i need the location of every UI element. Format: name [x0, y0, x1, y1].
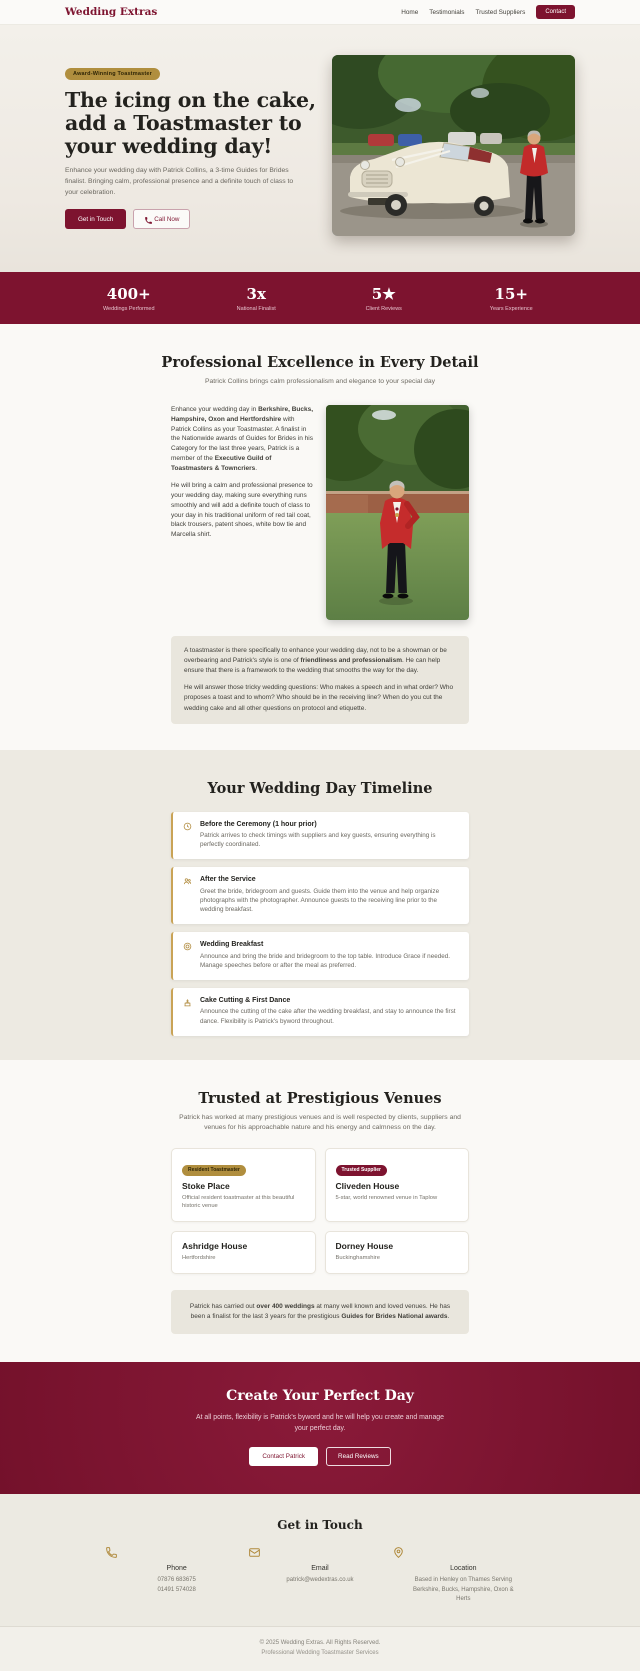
site-header [0, 0, 640, 25]
phone-number-2[interactable]: 01491 574028 [157, 1586, 196, 1593]
stat-reviews: 5★ Client Reviews [365, 285, 402, 312]
read-reviews-button[interactable]: Read Reviews [326, 1447, 391, 1466]
excellence-section [0, 324, 640, 750]
cta-section [0, 1362, 640, 1494]
hero-photo-toastmaster-with-classic-car [332, 55, 575, 236]
stats-bar [0, 272, 640, 324]
stat-experience: 15+ Years Experience [489, 285, 533, 312]
phone-icon [144, 216, 151, 223]
footer-tagline: Professional Wedding Toastmaster Services [261, 1650, 379, 1657]
contact-phone-block: Phone 07876 683675 01491 574028 [105, 1546, 248, 1604]
stat-finalist: 3x National Finalist [236, 285, 276, 312]
venues-title: Trusted at Prestigious Venues [198, 1089, 442, 1107]
about-paragraph-1: Enhance your wedding day in Berkshire, Bucks, Hampshire, Oxon and Hertfordshire with Patrick Collins as your Toastmaster. A finalist in the Nationwide awards of Guides for Brides in his Category for the last three years, Patrick is a member of the Executive Guild of Toastmasters & Towncriers. [171, 406, 314, 472]
get-in-touch-button[interactable]: Get in Touch [65, 209, 126, 229]
cake-icon [183, 998, 192, 1007]
contact-section [0, 1494, 640, 1626]
resident-toastmaster-badge: Resident Toastmaster [182, 1165, 246, 1176]
contact-patrick-button[interactable]: Contact Patrick [249, 1447, 318, 1466]
about-paragraph-2: He will bring a calm and professional presence to your wedding day, making sure everything runs smoothly and will add a definite touch of class to your day in his traditional uniform of red tail coat, black trousers, patent shoes, white bow tie and Marcella shirt. [171, 482, 313, 539]
clock-icon [183, 822, 192, 831]
envelope-icon [248, 1546, 391, 1559]
trusted-supplier-badge: Trusted Supplier [336, 1165, 387, 1176]
email-link[interactable]: patrick@wedextras.co.uk [286, 1577, 354, 1584]
cta-title: Create Your Perfect Day [226, 1387, 414, 1404]
portrait-photo-toastmaster [326, 405, 469, 620]
timeline-card-before-ceremony: Before the Ceremony (1 hour prior) Patrick arrives to check timings with suppliers and key guests, ensuring everything is perfectly coordinated. [171, 812, 469, 860]
venues-section [0, 1060, 640, 1362]
venue-card-ashridge-house: Ashridge House Hertfordshire [171, 1231, 316, 1274]
plate-icon [183, 942, 192, 951]
venue-card-cliveden-house: Trusted Supplier Cliveden House 5-star, world renowned venue in Taplow [325, 1148, 470, 1222]
timeline-section [0, 750, 640, 1060]
timeline-title: Your Wedding Day Timeline [207, 779, 433, 797]
venues-note: Patrick has carried out over 400 weddings at many well known and loved venues. He has been a finalist for the last 3 years for the prestigious Guides for Brides National awards. [171, 1290, 469, 1334]
phone-number-1[interactable]: 07876 683675 [157, 1577, 196, 1584]
about-text [171, 405, 315, 620]
main-nav [401, 5, 575, 19]
timeline-card-wedding-breakfast: Wedding Breakfast Announce and bring the bride and bridegroom to the top table. Introduce Grace if needed. Manage speeches before or after the meal as preferred. [171, 932, 469, 980]
venue-card-dorney-house: Dorney House Buckinghamshire [325, 1231, 470, 1274]
venue-card-stoke-place: Resident Toastmaster Stoke Place Official resident toastmaster at this beautiful historic venue [171, 1148, 316, 1222]
toastmaster-style-note: A toastmaster is there specifically to enhance your wedding day, not to be a showman or be overbearing and Patrick's style is one of friendliness and professionalism. He can help ensure that there is a framework to the wedding that smooths the way for the day. He will answer those tricky wedding questions: Who makes a speech and in what order? Who proposes a toast and to whom? Who should be in the receiving line? When do you cut the wedding cake and all other questions on protocol and etiquette. [171, 636, 469, 723]
hero-description: Enhance your wedding day with Patrick Collins, a 3-time Guides for Brides finalist. Bringing calm, professional presence and a definite touch of class to your celebration. [65, 167, 294, 196]
timeline-card-cake-first-dance: Cake Cutting & First Dance Announce the cutting of the cake after the wedding breakfast, and stay to announce the first dance. Flexibility is Patrick's byword throughout. [171, 988, 469, 1036]
contact-location-block: Location Based in Henley on Thames Serving Berkshire, Bucks, Hampshire, Oxon & Herts [392, 1546, 535, 1604]
call-now-button[interactable]: Call Now [133, 209, 190, 229]
site-logo[interactable]: Wedding Extras [65, 6, 158, 18]
excellence-subtitle: Patrick Collins brings calm professionalism and elegance to your special day [204, 378, 436, 385]
phone-icon [105, 1546, 248, 1559]
nav-trusted-suppliers[interactable]: Trusted Suppliers [475, 8, 526, 16]
site-footer [0, 1626, 640, 1671]
cta-text: At all points, flexibility is Patrick's byword and he will help you create and manage your perfect day. [196, 1413, 444, 1432]
contact-email-block: Email patrick@wedextras.co.uk [248, 1546, 391, 1604]
hero-title: The icing on the cake, add a Toastmaster to your wedding day! [65, 87, 316, 159]
copyright-text: © 2025 Wedding Extras. All Rights Reserved. [259, 1640, 381, 1647]
nav-testimonials[interactable]: Testimonials [429, 8, 465, 16]
award-badge: Award-Winning Toastmaster [65, 68, 160, 80]
venues-subtitle: Patrick has worked at many prestigious venues and is well respected by clients, suppliers and venues for his approachable nature and his energy and calmness on the day. [179, 1113, 461, 1131]
stat-weddings: 400+ Weddings Performed [102, 285, 155, 312]
hero-section [0, 25, 640, 272]
timeline-card-after-service: After the Service Greet the bride, bridegroom and guests. Guide them into the venue and help organize photographs with the photographer. Announce guests to the receiving line prior to the wedding breakfast. [171, 867, 469, 924]
contact-nav-button[interactable]: Contact [536, 5, 575, 19]
contact-title: Get in Touch [277, 1518, 363, 1533]
map-pin-icon [392, 1546, 535, 1559]
people-icon [183, 877, 192, 886]
nav-home[interactable]: Home [401, 8, 419, 16]
excellence-title: Professional Excellence in Every Detail [161, 354, 479, 371]
